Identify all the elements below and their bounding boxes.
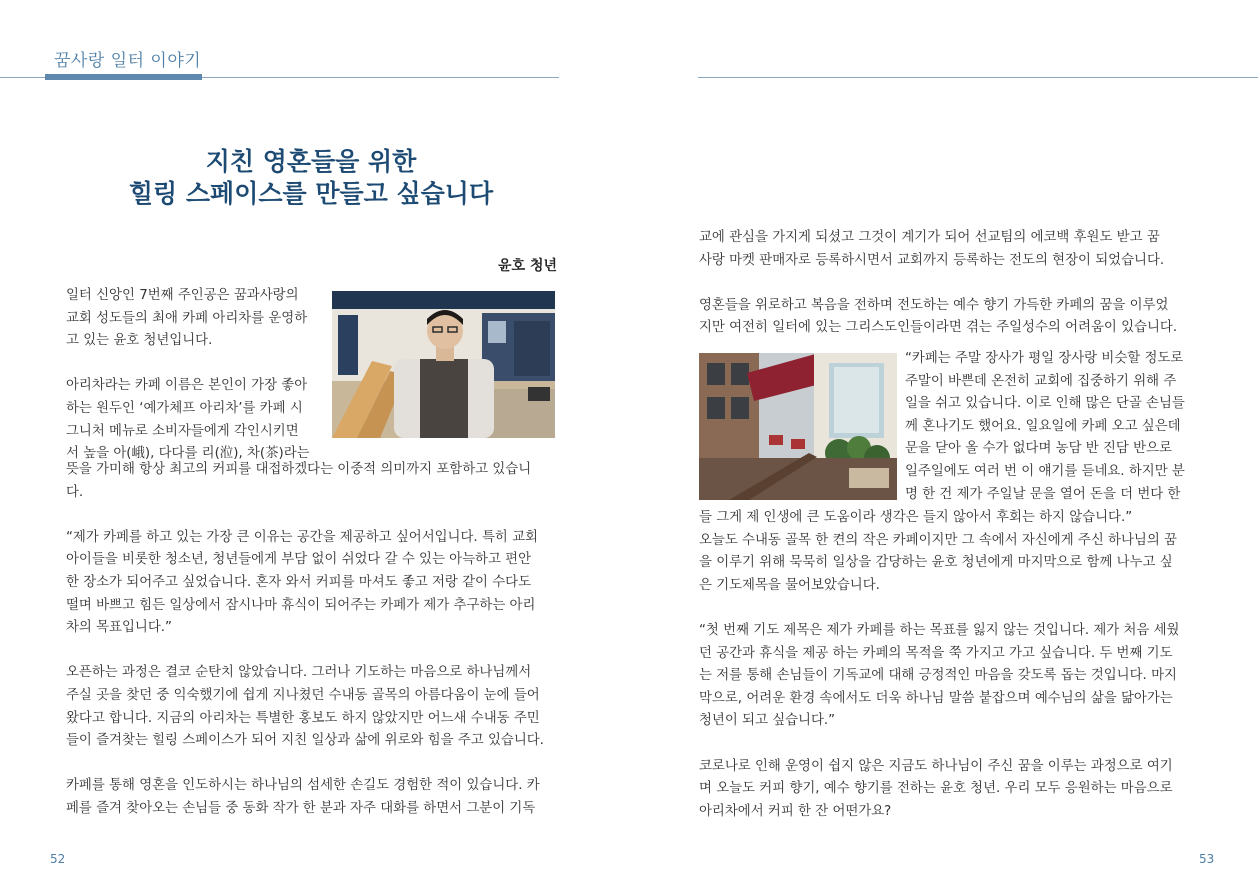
text-line: 한 장소가 되어주고 싶었습니다. 혼자 와서 커피를 마셔도 좋고 저랑 같이 수다도: [66, 574, 532, 590]
text-line: 영혼들을 위로하고 복음을 전하며 전도하는 예수 향기 가득한 카페의 꿈을 이루었: [699, 297, 1169, 313]
text-line: 청년이 되고 싶습니다.”: [699, 713, 836, 729]
text-line: [66, 504, 558, 527]
right-quote-text: [905, 348, 1195, 506]
text-line: 다.: [66, 484, 84, 500]
text-line: 께 혼나기도 했어요. 일요일에 카페 오고 싶은데: [905, 418, 1181, 434]
header-rule-right: [698, 77, 1258, 78]
text-line: “카페는 주말 장사가 평일 장사랑 비슷할 정도로: [905, 351, 1184, 366]
article-title: [66, 146, 556, 210]
text-line: 고 있는 윤호 청년입니다.: [66, 333, 213, 349]
text-line: 일주일에도 여러 번 이 얘기를 듣네요. 하지만 분: [905, 463, 1185, 479]
text-line: [66, 753, 558, 776]
text-line: 오픈하는 과정은 결코 순탄치 않았습니다. 그러나 기도하는 마음으로 하나님께서: [66, 665, 532, 681]
text-line: 주말이 바쁜데 온전히 교회에 집중하기 위해 주: [905, 373, 1177, 389]
section-title: 꿈사랑 일터 이야기: [54, 51, 202, 71]
text-line: 그니처 메뉴로 소비자들에게 각인시키면: [66, 423, 299, 439]
title-line-1: 지친 영혼들을 위한: [205, 147, 417, 176]
text-line: 문을 닫아 올 수가 없다며 농담 반 진담 반으로: [905, 441, 1172, 457]
text-line: 일터 신앙인 7번째 주인공은 꿈과사랑의: [66, 288, 299, 303]
text-line: 교회 성도들의 최애 카페 아리차를 운영하: [66, 310, 308, 326]
cafe-terrace-photo: [699, 353, 897, 500]
text-line: 주실 곳을 찾던 중 익숙했기에 쉽게 지나쳤던 수내동 골목의 아름다움이 눈에 들어: [66, 687, 540, 703]
page-number-right: 53: [1199, 852, 1215, 866]
byline: 윤호 청년: [498, 258, 557, 274]
text-line: 명 한 건 제가 주일날 문을 열어 돈을 더 번다 한: [905, 486, 1181, 502]
text-line: 교에 관심을 가지게 되셨고 그것이 계기가 되어 선교팀의 에코백 후원도 받고 꿈: [699, 230, 1160, 245]
text-line: 왔다고 합니다. 지금의 아리차는 특별한 홍보도 하지 않았지만 어느새 수내동 주민: [66, 710, 540, 726]
title-line-2: 힐링 스페이스를 만들고 싶습니다: [128, 179, 494, 208]
text-line: 던 공간과 휴식을 제공 하는 카페의 목적을 쭉 가지고 가고 싶습니다. 두 번째 기도: [699, 645, 1173, 661]
text-line: 오늘도 수내동 골목 한 켠의 작은 카페이지만 그 속에서 자신에게 주신 하나님의 꿈: [699, 532, 1177, 548]
text-line: 아이들을 비롯한 청소년, 청년들에게 부담 없이 쉬었다 갈 수 있는 아늑하고 편안: [66, 552, 532, 568]
text-line: 떨며 바쁘고 힘든 일상에서 잠시나마 휴식이 되어주는 카페가 제가 추구하는 아리: [66, 597, 536, 613]
text-line: 을 이루기 위해 묵묵히 일상을 감당하는 윤호 청년에게 마지막으로 함께 나누고 싶: [699, 555, 1173, 571]
text-line: 지만 여전히 일터에 있는 그리스도인들이라면 겪는 주일성수의 어려움이 있습니다.: [699, 320, 1178, 336]
text-line: 코로나로 인해 운영이 쉽지 않은 지금도 하나님이 주신 꿈을 이루는 과정으로 여기: [699, 758, 1173, 774]
text-line: 막으로, 어려운 환경 속에서도 더욱 하나님 말씀 붙잡으며 예수님의 삶을 닮아가는: [699, 690, 1173, 706]
page-number-left: 52: [50, 852, 66, 866]
text-line: 하는 원두인 ‘예가체프 아리차’를 카페 시: [66, 400, 303, 416]
text-line: 는 저를 통해 손님들이 기독교에 대해 긍정적인 마음을 갖도록 돕는 것입니다. 마지: [699, 668, 1177, 684]
text-line: 뜻을 가미해 항상 최고의 커피를 대접하겠다는 이중적 의미까지 포함하고 있습니: [66, 462, 532, 477]
text-line: 며 오늘도 커피 향기, 예수 향기를 전하는 윤호 청년. 우리 모두 응원하는 마음으로: [699, 781, 1173, 797]
text-line: [699, 597, 1193, 620]
text-line: 일을 쉬고 있습니다. 이로 인해 많은 단골 손님들: [905, 396, 1185, 412]
right-intro-text: [699, 227, 1193, 340]
header-accent-bar: [45, 74, 202, 80]
text-line: 아리차에서 커피 한 잔 어떤가요?: [699, 803, 892, 819]
text-line: “첫 번째 기도 제목은 제가 카페를 하는 목표를 잃지 않는 것입니다. 제가 처음 세웠: [699, 622, 1180, 638]
text-line: 페를 즐겨 찾아오는 손님들 중 동화 작가 한 분과 자주 대화를 하면서 그분이 기독: [66, 800, 536, 816]
text-line: 아리차라는 카페 이름은 본인이 가장 좋아: [66, 378, 308, 394]
text-line: 사랑 마켓 판매자로 등록하시면서 교회까지 등록하는 전도의 현장이 되었습니다.: [699, 252, 1165, 268]
text-line: [66, 353, 326, 376]
text-line: [699, 272, 1193, 295]
text-line: [66, 640, 558, 663]
text-line: 서 높을 아(峨), 다다를 리(涖), 차(茶)라는: [66, 446, 310, 462]
text-line: 카페를 통해 영혼을 인도하시는 하나님의 섬세한 손길도 경험한 적이 있습니다. 카: [66, 778, 540, 794]
text-line: [699, 733, 1193, 756]
text-line: 들 그게 제 인생에 큰 도움이라 생각은 들지 않아서 후회는 하지 않습니다.”: [699, 510, 1133, 525]
text-line: 들이 즐겨찾는 힐링 스페이스가 되어 지친 일상과 삶에 위로와 힘을 주고 있습니다.: [66, 733, 544, 749]
text-line: 은 기도제목을 물어보았습니다.: [699, 577, 880, 593]
text-line: 차의 목표입니다.”: [66, 620, 172, 636]
left-body-text: [66, 459, 558, 821]
left-intro-text: [66, 285, 326, 466]
text-line: “제가 카페를 하고 있는 가장 큰 이유는 공간을 제공하고 싶어서입니다. 특히 교회: [66, 529, 538, 545]
right-body-text: [699, 507, 1193, 823]
barista-photo: [332, 291, 555, 438]
